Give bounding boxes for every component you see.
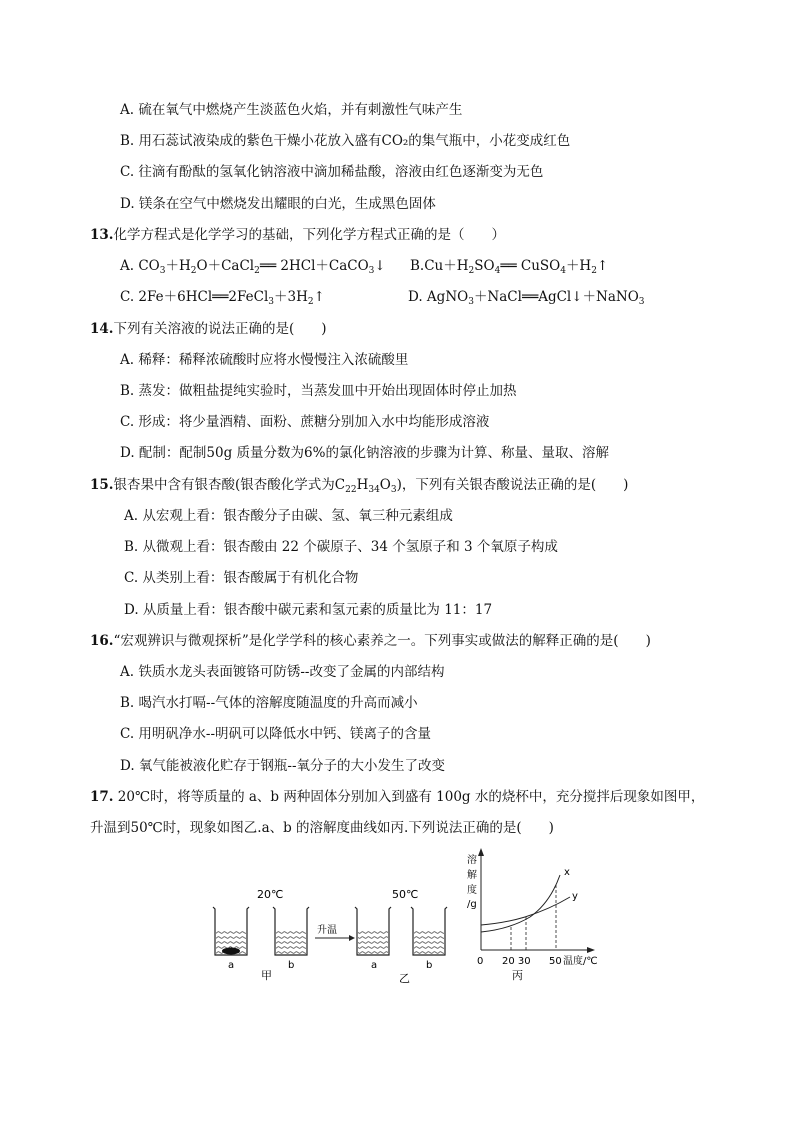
- ylabel-char-1: 溶: [467, 855, 477, 866]
- curve-x-label: x: [564, 867, 570, 878]
- yi-a-label: a: [371, 960, 378, 971]
- q14-option-c: C. 形成：将少量酒精、面粉、蔗糖分别加入水中均能形成溶液: [120, 414, 490, 430]
- q16-stem-text: “宏观辨识与微观探析”是化学学科的核心素养之一。下列事实或做法的解释正确的是( ): [113, 633, 651, 649]
- q17-number: 17.: [90, 789, 114, 805]
- bing-label: 丙: [512, 969, 523, 982]
- q16-number: 16.: [90, 633, 114, 649]
- q15-option-a: A. 从宏观上看：银杏酸分子由碳、氢、氧三种元素组成: [124, 508, 453, 524]
- q13-option-c: C. $2Fe+6HCl══2FeCl_3+3H_2↑$: [120, 289, 325, 307]
- jia-label: 甲: [261, 969, 272, 982]
- q14-stem: [90, 320, 327, 338]
- curve-y: [481, 897, 570, 925]
- q13-stem: [90, 226, 505, 244]
- tick-50: 50: [549, 956, 562, 967]
- q12-option-d: D. 镁条在空气中燃烧发出耀眼的白光，生成黑色固体: [120, 196, 436, 212]
- ylabel-char-4: /g: [467, 899, 477, 910]
- beaker-jia-a: [213, 907, 249, 955]
- arrow-label: 升温: [317, 925, 337, 936]
- q12-option-b: B. 用石蕊试液染成的紫色干燥小花放入盛有CO₂的集气瓶中，小花变成红色: [120, 133, 571, 149]
- q17-line2: 升温到50℃时，现象如图乙.a、b 的溶解度曲线如丙.下列说法正确的是( ): [90, 820, 554, 836]
- q17-figure: [205, 845, 625, 990]
- yi-b-label: b: [426, 960, 433, 971]
- jia-b-label: b: [288, 960, 295, 971]
- q16-option-b: B. 喝汽水打嗝--气体的溶解度随温度的升高而减小: [120, 695, 418, 711]
- q14-option-d: D. 配制：配制50g 质量分数为6%的氯化钠溶液的步骤为计算、称量、量取、溶解: [120, 445, 609, 461]
- q13-b-label: B.: [410, 258, 425, 274]
- q13-d-label: D.: [408, 289, 423, 305]
- q14-stem-text: 下列有关溶液的说法正确的是( ): [113, 321, 327, 337]
- temp-50-label: 50℃: [392, 888, 419, 901]
- jia-a-label: a: [228, 960, 235, 971]
- q15-stem: 15.银杏果中含有银杏酸(银杏酸化学式为$C_{22}H_{34}O_3$)，下列有关银杏酸说法正确的是( ): [90, 477, 629, 495]
- q14-option-b: B. 蒸发：做粗盐提纯实验时，当蒸发皿中开始出现固体时停止加热: [120, 383, 517, 399]
- q15-number: 15.: [90, 477, 114, 493]
- q16-option-a: A. 铁质水龙头表面镀铬可防锈--改变了金属的内部结构: [120, 664, 445, 680]
- q14-option-a: A. 稀释：稀释浓硫酸时应将水慢慢注入浓硫酸里: [120, 352, 409, 368]
- beaker-yi-a: [355, 907, 391, 955]
- beaker-yi-b: [411, 907, 447, 955]
- tick-0: 0: [477, 956, 484, 967]
- q16-option-c: C. 用明矾净水--明矾可以降低水中钙、镁离子的含量: [120, 726, 432, 742]
- q16-stem: [90, 632, 651, 650]
- q13-stem-text: 化学方程式是化学学习的基础，下列化学方程式正确的是（ ）: [113, 227, 505, 243]
- q13-option-b: $B.Cu+H_2SO_4══$ $CuSO_4+H_2↑$: [410, 258, 609, 276]
- q15-stem-pre: 银杏果中含有银杏酸(银杏酸化学式为C: [113, 477, 346, 493]
- beaker-jia-b: [273, 907, 309, 955]
- yi-label: 乙: [399, 972, 410, 985]
- q15-option-d: D. 从质量上看：银杏酸中碳元素和氢元素的质量比为 11：17: [124, 602, 493, 618]
- q14-number: 14.: [90, 321, 114, 337]
- ylabel-char-3: 度: [467, 885, 477, 896]
- xlabel: 温度/℃: [563, 956, 598, 967]
- q15-option-b: B. 从微观上看：银杏酸由 22 个碳原子、34 个氢原子和 3 个氧原子构成: [124, 539, 558, 555]
- q17-line1-text: 20℃时，将等质量的 a、b 两种固体分别加入到盛有 100g 水的烧杯中，充分搅拌后现象如图甲，: [113, 789, 705, 805]
- q13-option-a: A. $CO_3+H_2O+CaCl_2══$ 2HCl＋CaCO$_3$↓: [120, 258, 386, 276]
- tick-20-30: 20 30: [502, 956, 531, 967]
- ylabel-char-2: 解: [467, 870, 477, 881]
- curve-y-label: y: [572, 891, 578, 902]
- q13-c-label: C.: [120, 289, 135, 305]
- q15-option-c: C. 从类别上看：银杏酸属于有机化合物: [124, 570, 359, 586]
- q13-option-d: D. AgNO$_3$＋NaCl══AgCl↓＋NaNO$_3$: [408, 289, 645, 307]
- q13-number: 13.: [90, 227, 114, 243]
- q15-stem-post: )，下列有关银杏酸说法正确的是( ): [396, 477, 629, 493]
- q16-option-d: D. 氧气能被液化贮存于钢瓶--氧分子的大小发生了改变: [120, 758, 446, 774]
- q12-option-a: A. 硫在氧气中燃烧产生淡蓝色火焰，并有刺激性气味产生: [120, 102, 463, 118]
- temp-20-label: 20℃: [257, 888, 284, 901]
- q17-line1: [90, 788, 704, 806]
- q12-option-c: C. 往滴有酚酞的氢氧化钠溶液中滴加稀盐酸，溶液由红色逐渐变为无色: [120, 164, 544, 180]
- q13-a-label: A.: [120, 258, 135, 274]
